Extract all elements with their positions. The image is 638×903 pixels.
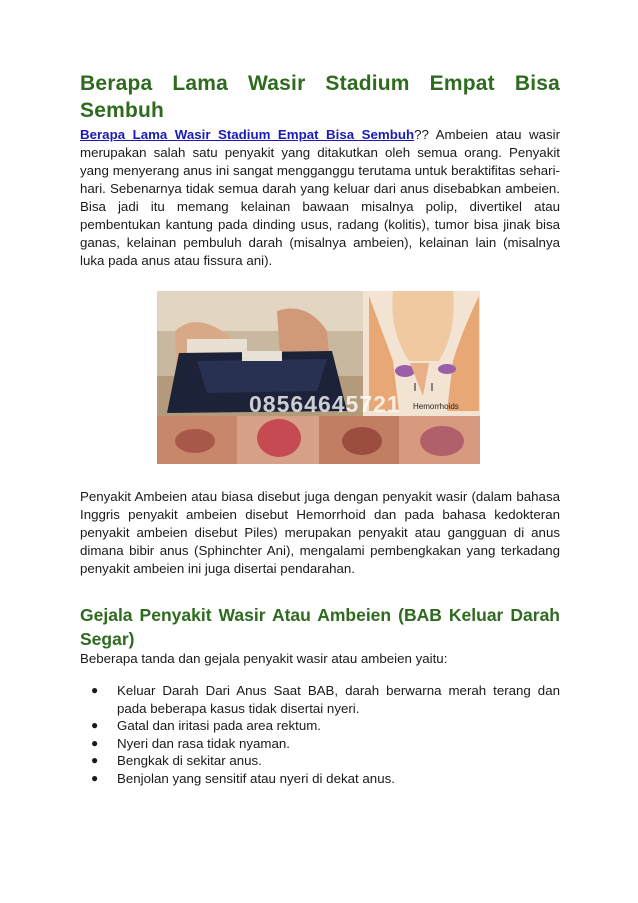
definition-paragraph: Penyakit Ambeien atau biasa disebut juga dengan penyakit wasir (dalam bahasa Inggris penyakit ambeien disebut Hemorrhoid dan pada bahasa kedokteran penyakit ambeien disebut Piles) merupakan penyakit atau gangguan di anus dimana bibir anus (Sphinchter Ani), mengalami pembengkakan yang terkadang penyakit ambeien ini juga disertai pendarahan. bbox=[80, 489, 560, 576]
hemorrhoid-collage bbox=[157, 291, 480, 464]
symptom-list bbox=[80, 682, 560, 787]
diagram-label: Hemorrhoids bbox=[413, 402, 459, 411]
intro-paragraph bbox=[80, 126, 560, 270]
intro-text: ?? Ambeien atau wasir merupakan salah satu penyakit yang ditakutkan oleh semua orang. Penyakit yang menyerang anus ini sangat mengganggu terutama untuk beraktifitas sehari-hari. Sebenarnya tidak semua darah yang keluar dari anus disebabkan ambeien. Bisa jadi itu memang kelainan bawaan misalnya polip, divertikel atau pembentukan kantung pada dinding usus, radang (kolitis), tumor bisa jinak bisa ganas, kelainan pembuluh darah (misalnya ambeien), kelainan lain (misalnya luka pada anus atau fissura ani). bbox=[80, 127, 560, 268]
bullet-icon: ● bbox=[91, 683, 99, 697]
bullet-icon: ● bbox=[91, 735, 99, 750]
bullet-icon: ● bbox=[91, 753, 99, 767]
hemorrhoid-illustration bbox=[157, 291, 480, 464]
watermark-phone: 08564645721 bbox=[249, 391, 401, 417]
title-link[interactable]: Berapa Lama Wasir Stadium Empat Bisa Sembuh bbox=[80, 127, 415, 142]
list-item: ● Bengkak di sekitar anus. bbox=[91, 753, 262, 768]
section-intro: Beberapa tanda dan gejala penyakit wasir atau ambeien yaitu: bbox=[80, 651, 448, 666]
list-item: ● Nyeri dan rasa tidak nyaman. bbox=[91, 735, 290, 751]
list-item: ● Gatal dan iritasi pada area rektum. bbox=[91, 718, 321, 733]
bullet-icon: ● bbox=[91, 770, 99, 785]
article-title: Berapa Lama Wasir Stadium Empat Bisa Sembuh bbox=[80, 72, 560, 122]
bullet-icon: ● bbox=[91, 718, 99, 732]
list-item: ● Keluar Darah Dari Anus Saat BAB, darah berwarna merah terang dan pada beberapa kasus tidak disertai nyeri. bbox=[91, 683, 560, 716]
section-heading: Gejala Penyakit Wasir Atau Ambeien (BAB Keluar Darah Segar) bbox=[80, 605, 560, 649]
list-item: ● Benjolan yang sensitif atau nyeri di dekat anus. bbox=[91, 770, 395, 786]
